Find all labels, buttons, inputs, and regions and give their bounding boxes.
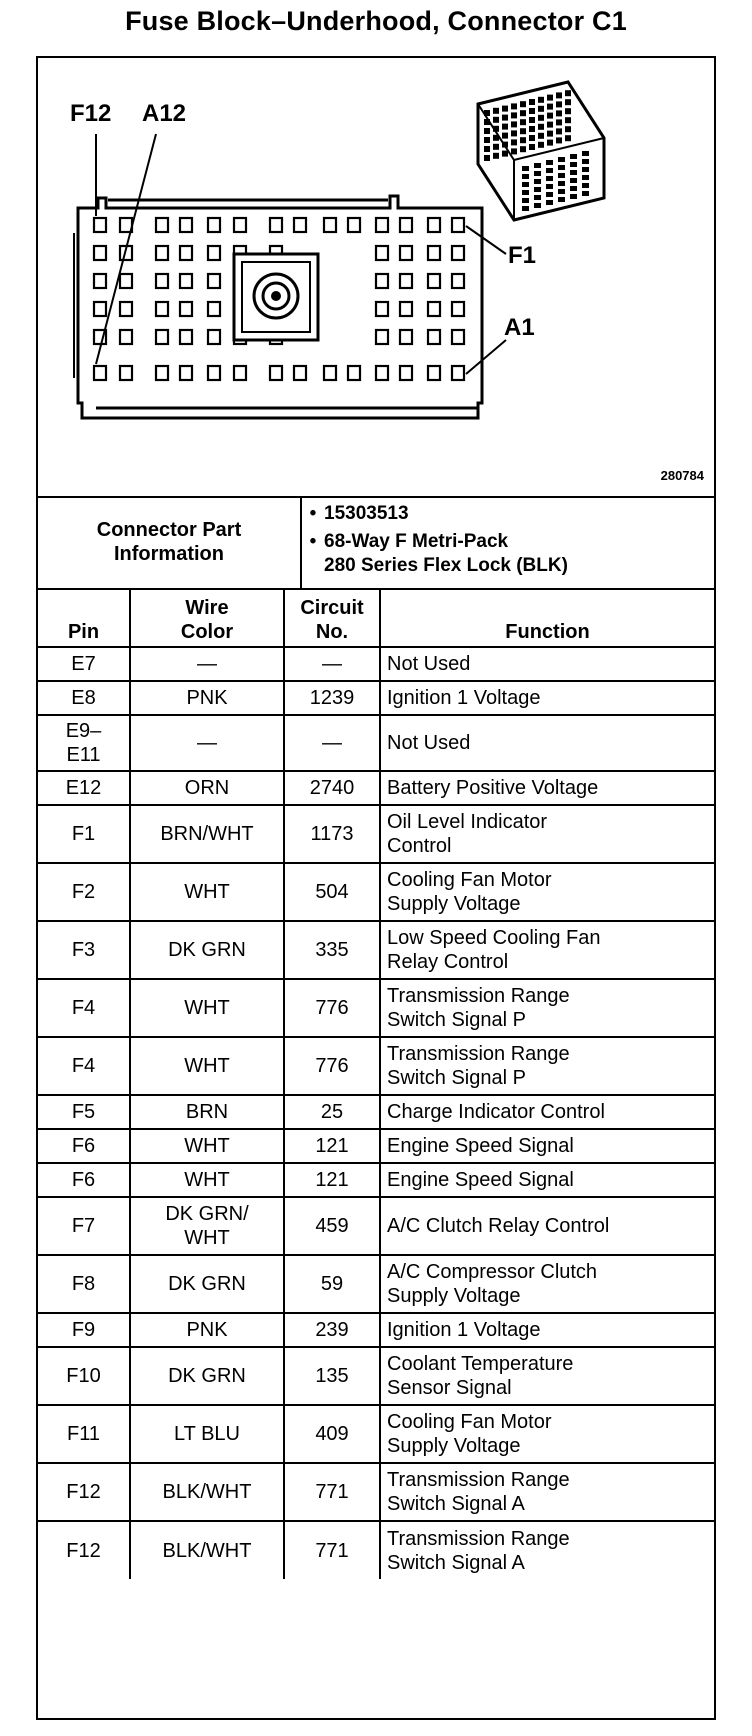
cell-wire-color: WHT — [130, 1163, 284, 1197]
thumbnail-cavity — [502, 106, 508, 112]
thumbnail-cavity — [546, 168, 553, 173]
cell-pin: F4 — [38, 1037, 130, 1095]
pin-cavity — [452, 274, 464, 288]
pin-cavity — [234, 218, 246, 232]
thumbnail-cavity — [522, 182, 529, 187]
cell-wire-color: — — [130, 647, 284, 681]
cell-wire-color: BRN — [130, 1095, 284, 1129]
thumbnail-cavity — [534, 203, 541, 208]
thumbnail-cavity — [558, 173, 565, 178]
cell-function: Ignition 1 Voltage — [380, 1313, 714, 1347]
thumbnail-cavity — [502, 115, 508, 121]
thumbnail-cavity — [556, 137, 562, 143]
pin-cavity — [400, 274, 412, 288]
cell-function: Oil Level Indicator Control — [380, 805, 714, 863]
table-row — [38, 715, 714, 771]
header-wire-color: Wire Color — [130, 589, 284, 647]
cell-function: Transmission Range Switch Signal P — [380, 1037, 714, 1095]
cell-circuit: 239 — [284, 1313, 380, 1347]
cell-circuit: 1173 — [284, 805, 380, 863]
cell-wire-color: WHT — [130, 979, 284, 1037]
table-row — [38, 921, 714, 979]
cell-pin: F9 — [38, 1313, 130, 1347]
thumbnail-cavity — [484, 146, 490, 152]
pin-cavity — [294, 218, 306, 232]
thumbnail-cavity — [511, 148, 517, 154]
connector-part-info-label — [38, 496, 302, 588]
pin-cavity — [428, 366, 440, 380]
thumbnail-cavity — [558, 165, 565, 170]
thumbnail-cavity — [570, 170, 577, 175]
connector-part-info-values — [302, 502, 702, 578]
cell-wire-color: WHT — [130, 1037, 284, 1095]
thumbnail-cavity — [520, 110, 526, 116]
thumbnail-cavity — [547, 122, 553, 128]
thumbnail-cavity — [511, 112, 517, 118]
pin-cavity — [156, 366, 168, 380]
cell-circuit: 409 — [284, 1405, 380, 1463]
thumbnail-cavity — [558, 189, 565, 194]
cell-pin: F8 — [38, 1255, 130, 1313]
pin-cavity — [234, 366, 246, 380]
pin-cavity — [270, 366, 282, 380]
thumbnail-cavity — [520, 146, 526, 152]
thumbnail-cavity — [493, 153, 499, 159]
cpi-bullet-2 — [302, 530, 702, 578]
thumbnail-cavity — [538, 124, 544, 130]
thumbnail-cavity — [502, 142, 508, 148]
thumbnail-cavity — [546, 184, 553, 189]
thumbnail-cavity — [484, 155, 490, 161]
thumbnail-cavity — [529, 99, 535, 105]
pin-cavity — [376, 302, 388, 316]
cell-function: Coolant Temperature Sensor Signal — [380, 1347, 714, 1405]
pin-cavity — [94, 274, 106, 288]
cell-function: Cooling Fan Motor Supply Voltage — [380, 863, 714, 921]
thumbnail-cavity — [538, 106, 544, 112]
pin-cavity — [270, 218, 282, 232]
thumbnail-cavity — [534, 179, 541, 184]
table-row — [38, 1405, 714, 1463]
thumbnail-cavity — [565, 90, 571, 96]
thumbnail-cavity — [493, 144, 499, 150]
cell-function: Battery Positive Voltage — [380, 771, 714, 805]
table-header-row — [38, 589, 714, 647]
thumbnail-cavity — [570, 186, 577, 191]
thumbnail-cavity — [522, 198, 529, 203]
thumbnail-cavity — [538, 97, 544, 103]
pin-cavity — [120, 302, 132, 316]
connector-type-line2: 280 Series Flex Lock (BLK) — [324, 555, 568, 576]
header-function: Function — [380, 589, 714, 647]
thumbnail-cavity — [522, 166, 529, 171]
cell-wire-color: DK GRN — [130, 1347, 284, 1405]
pin-cavity — [208, 274, 220, 288]
pin-cavity — [94, 246, 106, 260]
table-row — [38, 1129, 714, 1163]
thumbnail-cavity — [565, 108, 571, 114]
table-row — [38, 1463, 714, 1521]
pin-cavity — [376, 330, 388, 344]
header-pin: Pin — [38, 589, 130, 647]
table-row — [38, 681, 714, 715]
pin-cavity — [208, 366, 220, 380]
cell-circuit: 776 — [284, 979, 380, 1037]
thumbnail-cavity — [558, 181, 565, 186]
thumbnail-cavity — [547, 113, 553, 119]
thumbnail-cavity — [565, 135, 571, 141]
thumbnail-cavity — [556, 128, 562, 134]
thumbnail-cavity — [582, 175, 589, 180]
thumbnail-cavity — [558, 197, 565, 202]
thumbnail-cavity — [546, 200, 553, 205]
cell-circuit: 1239 — [284, 681, 380, 715]
cell-pin: F7 — [38, 1197, 130, 1255]
pin-cavity — [180, 330, 192, 344]
cell-pin: F10 — [38, 1347, 130, 1405]
thumbnail-cavity — [558, 157, 565, 162]
table-row — [38, 771, 714, 805]
pin-cavity — [400, 218, 412, 232]
pin-cavity — [208, 330, 220, 344]
thumbnail-cavity — [529, 126, 535, 132]
thumbnail-cavity — [493, 117, 499, 123]
table-row — [38, 647, 714, 681]
pin-cavity — [94, 218, 106, 232]
bullet-icon: • — [309, 531, 317, 552]
cell-pin: E12 — [38, 771, 130, 805]
thumbnail-cavity — [582, 159, 589, 164]
cell-function: Not Used — [380, 647, 714, 681]
thumbnail-cavity — [538, 115, 544, 121]
thumbnail-cavity — [565, 126, 571, 132]
thumbnail-cavity — [484, 137, 490, 143]
cell-wire-color: ORN — [130, 771, 284, 805]
connector-document — [36, 56, 716, 1720]
pin-cavity — [452, 330, 464, 344]
cell-function: A/C Compressor Clutch Supply Voltage — [380, 1255, 714, 1313]
pin-cavity — [452, 246, 464, 260]
table-row — [38, 1197, 714, 1255]
thumbnail-cavity — [538, 142, 544, 148]
table-row — [38, 1521, 714, 1579]
thumbnail-cavity — [534, 163, 541, 168]
thumbnail-cavity — [547, 95, 553, 101]
pin-cavity — [428, 274, 440, 288]
cell-pin: F12 — [38, 1521, 130, 1579]
thumbnail-cavity — [502, 124, 508, 130]
pin-cavity — [348, 366, 360, 380]
cell-wire-color: WHT — [130, 1129, 284, 1163]
pin-cavity — [208, 302, 220, 316]
pin-cavity — [400, 330, 412, 344]
thumbnail-cavity — [511, 103, 517, 109]
cell-pin: F2 — [38, 863, 130, 921]
thumbnail-cavity — [570, 194, 577, 199]
pin-cavity — [180, 218, 192, 232]
pin-cavity — [156, 246, 168, 260]
cell-circuit: 335 — [284, 921, 380, 979]
cell-pin: E8 — [38, 681, 130, 715]
table-row — [38, 1347, 714, 1405]
cell-pin: F12 — [38, 1463, 130, 1521]
cell-circuit: 2740 — [284, 771, 380, 805]
bullet-icon: • — [309, 503, 317, 524]
cell-pin: F1 — [38, 805, 130, 863]
table-row — [38, 1255, 714, 1313]
pin-cavity — [120, 366, 132, 380]
cell-wire-color: PNK — [130, 681, 284, 715]
cell-function: Engine Speed Signal — [380, 1129, 714, 1163]
cell-wire-color: LT BLU — [130, 1405, 284, 1463]
pin-cavity — [180, 246, 192, 260]
cell-circuit: 771 — [284, 1463, 380, 1521]
thumbnail-cavity — [529, 144, 535, 150]
pin-cavity — [94, 366, 106, 380]
cell-wire-color: BLK/WHT — [130, 1463, 284, 1521]
thumbnail-cavity — [582, 191, 589, 196]
thumbnail-cavity — [502, 151, 508, 157]
cell-function: Charge Indicator Control — [380, 1095, 714, 1129]
thumbnail-cavity — [538, 133, 544, 139]
thumbnail-cavity — [570, 178, 577, 183]
pin-cavity — [208, 246, 220, 260]
pin-cavity — [94, 302, 106, 316]
cell-circuit: 59 — [284, 1255, 380, 1313]
thumbnail-cavity — [565, 117, 571, 123]
cell-wire-color: PNK — [130, 1313, 284, 1347]
cell-wire-color: — — [130, 715, 284, 771]
thumbnail-cavity — [493, 135, 499, 141]
connector-diagram — [38, 58, 714, 498]
pin-cavity — [400, 366, 412, 380]
thumbnail-cavity — [511, 130, 517, 136]
pin-cavity — [452, 366, 464, 380]
part-number: 15303513 — [324, 503, 409, 524]
leader-a1 — [466, 340, 506, 374]
thumbnail-cavity — [570, 154, 577, 159]
cell-function: Ignition 1 Voltage — [380, 681, 714, 715]
thumbnail-cavity — [556, 101, 562, 107]
pin-cavity — [120, 274, 132, 288]
connector-drawing — [38, 58, 714, 496]
cell-circuit: — — [284, 647, 380, 681]
label-f1: F1 — [508, 242, 537, 269]
pin-cavity — [400, 302, 412, 316]
pin-cavity — [180, 274, 192, 288]
cell-pin: F5 — [38, 1095, 130, 1129]
thumbnail-cavity — [565, 99, 571, 105]
pin-cavity — [428, 330, 440, 344]
cell-circuit: 504 — [284, 863, 380, 921]
cpi-label-line2: Information — [114, 543, 224, 565]
pin-cavity — [376, 218, 388, 232]
thumbnail-cavity — [534, 171, 541, 176]
thumbnail-cavity — [502, 133, 508, 139]
thumbnail-cavity — [529, 135, 535, 141]
cell-pin: F4 — [38, 979, 130, 1037]
pin-cavity — [348, 218, 360, 232]
cell-wire-color: DK GRN/ WHT — [130, 1197, 284, 1255]
cell-function: Transmission Range Switch Signal P — [380, 979, 714, 1037]
pin-cavity — [156, 330, 168, 344]
header-circuit-no: Circuit No. — [284, 589, 380, 647]
pin-cavity — [376, 366, 388, 380]
label-f12: F12 — [70, 100, 112, 127]
cell-circuit: 135 — [284, 1347, 380, 1405]
thumbnail-cavity — [534, 195, 541, 200]
thumbnail-cavity — [556, 92, 562, 98]
thumbnail-cavity — [522, 206, 529, 211]
label-a12: A12 — [142, 100, 187, 127]
pin-cavity — [376, 246, 388, 260]
cell-circuit: 459 — [284, 1197, 380, 1255]
pin-cavity — [294, 366, 306, 380]
cell-function: Transmission Range Switch Signal A — [380, 1521, 714, 1579]
thumbnail-cavity — [547, 104, 553, 110]
pin-cavity — [428, 246, 440, 260]
thumbnail-cavity — [484, 110, 490, 116]
cell-wire-color: BRN/WHT — [130, 805, 284, 863]
label-a1: A1 — [504, 314, 535, 341]
thumbnail-cavity — [582, 167, 589, 172]
thumbnail-cavity — [546, 192, 553, 197]
connector-part-info — [38, 496, 714, 590]
thumbnail-cavity — [556, 110, 562, 116]
cell-wire-color: DK GRN — [130, 1255, 284, 1313]
pin-cavity — [156, 274, 168, 288]
cell-function: Engine Speed Signal — [380, 1163, 714, 1197]
figure-number: 280784 — [660, 468, 704, 483]
thumbnail-cavity — [570, 162, 577, 167]
thumbnail-cavity — [582, 151, 589, 156]
thumbnail-cavity — [546, 160, 553, 165]
pin-cavity — [324, 218, 336, 232]
cell-wire-color: WHT — [130, 863, 284, 921]
pin-cavity — [180, 366, 192, 380]
page-title: Fuse Block–Underhood, Connector C1 — [125, 6, 627, 36]
pinout-table-body — [38, 647, 714, 1579]
pin-cavity — [180, 302, 192, 316]
table-row — [38, 805, 714, 863]
cell-function: Not Used — [380, 715, 714, 771]
cell-function: Low Speed Cooling Fan Relay Control — [380, 921, 714, 979]
cell-circuit: 776 — [284, 1037, 380, 1095]
pinout-table — [38, 588, 714, 1579]
cell-circuit: 121 — [284, 1129, 380, 1163]
table-row — [38, 1313, 714, 1347]
cell-function: Transmission Range Switch Signal A — [380, 1463, 714, 1521]
cell-function: A/C Clutch Relay Control — [380, 1197, 714, 1255]
thumbnail-cavity — [522, 190, 529, 195]
thumbnail-cavity — [522, 174, 529, 179]
pin-cavity — [428, 218, 440, 232]
thumbnail-cavity — [511, 139, 517, 145]
pin-cavity — [120, 330, 132, 344]
thumbnail-cavity — [529, 117, 535, 123]
thumbnail-cavity — [493, 108, 499, 114]
pin-cavity — [156, 302, 168, 316]
thumbnail-cavity — [556, 119, 562, 125]
cpi-bullet-1 — [302, 502, 702, 526]
table-row — [38, 979, 714, 1037]
cell-pin: F6 — [38, 1129, 130, 1163]
pin-cavity — [208, 218, 220, 232]
thumbnail-cavity — [511, 121, 517, 127]
leader-f1 — [466, 226, 506, 254]
cell-pin: E9– E11 — [38, 715, 130, 771]
cell-circuit: 771 — [284, 1521, 380, 1579]
cell-pin: F6 — [38, 1163, 130, 1197]
thumbnail-cavity — [493, 126, 499, 132]
table-row — [38, 1095, 714, 1129]
thumbnail-cavity — [547, 131, 553, 137]
connector-type-line1: 68-Way F Metri-Pack — [324, 531, 509, 552]
cpi-label-line1: Connector Part — [96, 519, 242, 541]
pin-cavity — [324, 366, 336, 380]
cell-circuit: — — [284, 715, 380, 771]
pin-cavity — [156, 218, 168, 232]
thumbnail-cavity — [484, 119, 490, 125]
thumbnail-cavity — [547, 140, 553, 146]
pin-cavity — [400, 246, 412, 260]
cell-pin: F11 — [38, 1405, 130, 1463]
thumbnail-cavity — [520, 128, 526, 134]
thumbnail-cavity — [529, 108, 535, 114]
cell-function: Cooling Fan Motor Supply Voltage — [380, 1405, 714, 1463]
cell-pin: F3 — [38, 921, 130, 979]
cell-wire-color: BLK/WHT — [130, 1521, 284, 1579]
thumbnail-cavity — [520, 119, 526, 125]
pin-cavity — [452, 218, 464, 232]
cell-circuit: 25 — [284, 1095, 380, 1129]
cell-wire-color: DK GRN — [130, 921, 284, 979]
cell-circuit: 121 — [284, 1163, 380, 1197]
pin-cavity — [452, 302, 464, 316]
table-row — [38, 863, 714, 921]
thumbnail-cavity — [534, 187, 541, 192]
thumbnail-cavity — [582, 183, 589, 188]
pin-cavity — [376, 274, 388, 288]
thumbnail-cavity — [520, 137, 526, 143]
pin-cavity — [428, 302, 440, 316]
thumbnail-cavity — [546, 176, 553, 181]
table-row — [38, 1163, 714, 1197]
thumbnail-cavity — [484, 128, 490, 134]
bolt-center — [271, 291, 281, 301]
thumbnail-cavity — [520, 101, 526, 107]
cell-pin: E7 — [38, 647, 130, 681]
table-row — [38, 1037, 714, 1095]
